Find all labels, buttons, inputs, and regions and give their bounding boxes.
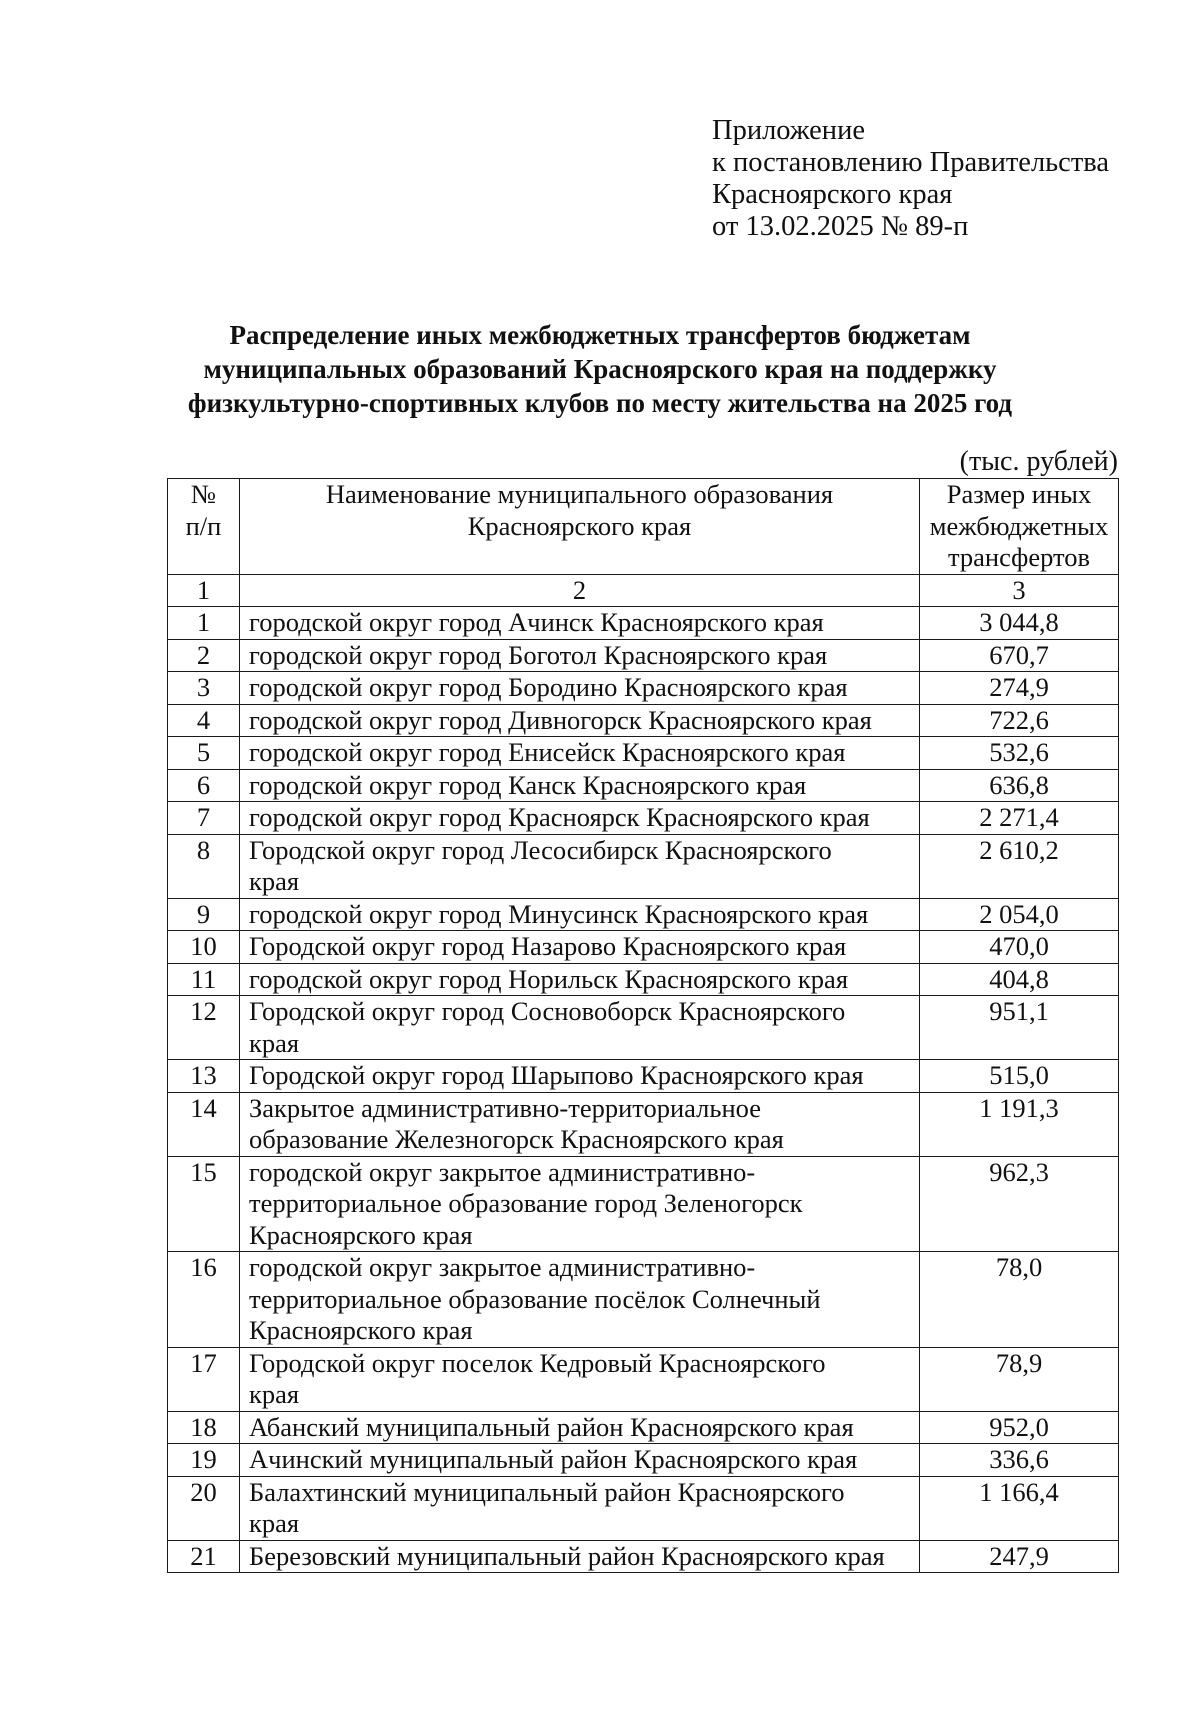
table-row — [168, 802, 1119, 835]
municipality-name-line: городской округ город Минусинск Красноярского края — [249, 898, 869, 929]
municipality-name — [240, 931, 920, 964]
municipality-name-line: образование Железногорск Красноярского края — [249, 1124, 784, 1154]
table-row — [168, 1252, 1119, 1348]
row-number: 7 — [168, 802, 240, 835]
table-row — [168, 1444, 1119, 1477]
transfer-amount: 951,1 — [920, 996, 1119, 1060]
municipality-name-line: Березовский муниципальный район Красноярского края — [249, 1540, 885, 1571]
municipality-name — [240, 737, 920, 770]
table-row — [168, 996, 1119, 1060]
table-row — [168, 1476, 1119, 1540]
municipality-name-line: городской округ закрытое административно- — [249, 1156, 756, 1187]
header-value-line: Размер иных — [946, 479, 1092, 509]
table-body — [168, 607, 1119, 1573]
municipality-name-line: городской округ город Ачинск Красноярского края — [249, 607, 824, 637]
row-number: 9 — [168, 898, 240, 931]
row-number: 15 — [168, 1156, 240, 1252]
row-number: 1 — [168, 607, 240, 640]
transfer-amount: 1 191,3 — [920, 1092, 1119, 1156]
row-number: 14 — [168, 1092, 240, 1156]
municipality-name-line: городской округ город Енисейск Красноярского края — [249, 737, 846, 767]
header-name — [240, 479, 920, 575]
table-row — [168, 1347, 1119, 1411]
municipality-name-line: городской округ город Боготол Красноярского края — [249, 639, 828, 670]
header-name-line: Наименование муниципального образования — [325, 479, 834, 509]
header-value — [920, 479, 1119, 575]
municipality-name — [240, 1347, 920, 1411]
municipality-name — [240, 1444, 920, 1477]
header-name-line: Красноярского края — [467, 510, 692, 541]
table-row — [168, 898, 1119, 931]
header-num-line: п/п — [185, 510, 222, 541]
table-row — [168, 607, 1119, 640]
municipality-name-line: городской округ город Канск Красноярского края — [249, 769, 807, 800]
municipality-name — [240, 802, 920, 835]
transfer-amount: 2 054,0 — [920, 898, 1119, 931]
appendix-line: к постановлению Правительства — [712, 147, 1110, 178]
municipality-name — [240, 704, 920, 737]
transfer-amount: 247,9 — [920, 1540, 1119, 1573]
municipality-name — [240, 963, 920, 996]
transfer-amount: 952,0 — [920, 1411, 1119, 1444]
municipality-name-line: края — [249, 866, 300, 896]
municipality-name — [240, 1252, 920, 1348]
appendix-line: Приложение — [712, 115, 865, 146]
transfer-amount: 470,0 — [920, 931, 1119, 964]
transfer-amount: 722,6 — [920, 704, 1119, 737]
transfer-amount: 274,9 — [920, 672, 1119, 705]
title-line: муниципальных образований Красноярского края на поддержку — [203, 354, 997, 384]
table-row — [168, 1060, 1119, 1093]
transfer-amount: 1 166,4 — [920, 1476, 1119, 1540]
appendix-header — [712, 115, 1109, 243]
municipality-name-line: Абанский муниципальный район Красноярского края — [249, 1411, 854, 1442]
municipality-name-line: городской округ город Дивногорск Красноярского края — [249, 704, 872, 735]
table-row — [168, 834, 1119, 898]
document-title — [150, 318, 1050, 420]
municipality-name-line: края — [249, 1508, 300, 1538]
row-number: 10 — [168, 931, 240, 964]
table-index-row — [168, 574, 1119, 607]
row-number: 11 — [168, 963, 240, 996]
row-number: 6 — [168, 769, 240, 802]
municipality-name-line: Красноярского края — [249, 1315, 473, 1345]
transfer-amount: 336,6 — [920, 1444, 1119, 1477]
row-number: 16 — [168, 1252, 240, 1348]
municipality-name — [240, 1092, 920, 1156]
municipality-name — [240, 639, 920, 672]
municipality-name-line: территориальное образование посёлок Солнечный — [249, 1283, 821, 1314]
transfer-amount: 670,7 — [920, 639, 1119, 672]
municipality-name — [240, 672, 920, 705]
units-label: (тыс. рублей) — [959, 446, 1118, 477]
row-number: 13 — [168, 1060, 240, 1093]
row-number: 3 — [168, 672, 240, 705]
table-row — [168, 1411, 1119, 1444]
index-cell: 2 — [240, 574, 920, 607]
municipality-name-line: городской округ город Красноярск Красноярского края — [249, 802, 870, 832]
header-value-line: трансфертов — [947, 542, 1090, 572]
municipality-name — [240, 1156, 920, 1252]
municipality-name-line: Закрытое административно-территориальное — [249, 1092, 762, 1123]
transfer-amount: 404,8 — [920, 963, 1119, 996]
municipality-name-line: Городской округ город Сосновоборск Красноярского — [249, 996, 846, 1026]
table-row — [168, 1156, 1119, 1252]
municipality-name-line: Городской округ город Шарыпово Красноярского края — [249, 1060, 864, 1090]
municipality-name-line: Балахтинский муниципальный район Красноярского — [249, 1476, 845, 1507]
municipality-name-line: Ачинский муниципальный район Красноярского края — [249, 1444, 858, 1474]
municipality-name-line: Городской округ поселок Кедровый Красноярского — [249, 1347, 826, 1378]
table-row — [168, 963, 1119, 996]
transfer-amount: 636,8 — [920, 769, 1119, 802]
table-row — [168, 704, 1119, 737]
municipality-name-line: края — [249, 1027, 300, 1058]
row-number: 21 — [168, 1540, 240, 1573]
header-num — [168, 479, 240, 575]
table-row — [168, 931, 1119, 964]
row-number: 12 — [168, 996, 240, 1060]
transfer-amount: 3 044,8 — [920, 607, 1119, 640]
row-number: 17 — [168, 1347, 240, 1411]
municipality-name-line: Городской округ город Назарово Красноярского края — [249, 931, 847, 961]
appendix-line: Красноярского края — [712, 179, 953, 210]
municipality-name-line: городской округ закрытое административно- — [249, 1252, 756, 1282]
municipality-name — [240, 996, 920, 1060]
title-line: физкультурно-спортивных клубов по месту жительства на 2025 год — [187, 388, 1013, 418]
index-cell: 1 — [168, 574, 240, 607]
municipality-name — [240, 898, 920, 931]
row-number: 20 — [168, 1476, 240, 1540]
municipality-name-line: городской округ город Норильск Красноярского края — [249, 963, 849, 994]
transfer-amount: 2 271,4 — [920, 802, 1119, 835]
transfer-amount: 78,0 — [920, 1252, 1119, 1348]
municipality-name — [240, 1540, 920, 1573]
municipality-name — [240, 769, 920, 802]
municipality-name — [240, 607, 920, 640]
row-number: 19 — [168, 1444, 240, 1477]
index-cell: 3 — [920, 574, 1119, 607]
transfer-amount: 515,0 — [920, 1060, 1119, 1093]
transfer-amount: 78,9 — [920, 1347, 1119, 1411]
municipality-name-line: края — [249, 1379, 300, 1409]
row-number: 2 — [168, 639, 240, 672]
municipality-name-line: Красноярского края — [249, 1219, 473, 1250]
transfers-table — [167, 478, 1119, 1573]
header-value-line: межбюджетных — [929, 510, 1109, 541]
table-header-row — [168, 479, 1119, 575]
table-row — [168, 672, 1119, 705]
table-row — [168, 639, 1119, 672]
table-row — [168, 769, 1119, 802]
row-number: 5 — [168, 737, 240, 770]
header-num-line: № — [190, 479, 217, 509]
transfer-amount: 2 610,2 — [920, 834, 1119, 898]
municipality-name — [240, 1060, 920, 1093]
municipality-name — [240, 1411, 920, 1444]
table-row — [168, 737, 1119, 770]
transfer-amount: 962,3 — [920, 1156, 1119, 1252]
row-number: 4 — [168, 704, 240, 737]
municipality-name-line: Городской округ город Лесосибирск Красноярского — [249, 834, 832, 865]
transfer-amount: 532,6 — [920, 737, 1119, 770]
municipality-name-line: территориальное образование город Зеленогорск — [249, 1188, 803, 1218]
row-number: 18 — [168, 1411, 240, 1444]
table-row — [168, 1092, 1119, 1156]
municipality-name — [240, 834, 920, 898]
table-row — [168, 1540, 1119, 1573]
municipality-name-line: городской округ город Бородино Красноярского края — [249, 672, 848, 702]
row-number: 8 — [168, 834, 240, 898]
title-line: Распределение иных межбюджетных трансфертов бюджетам — [229, 320, 971, 350]
appendix-line: от 13.02.2025 № 89-п — [712, 211, 969, 242]
municipality-name — [240, 1476, 920, 1540]
